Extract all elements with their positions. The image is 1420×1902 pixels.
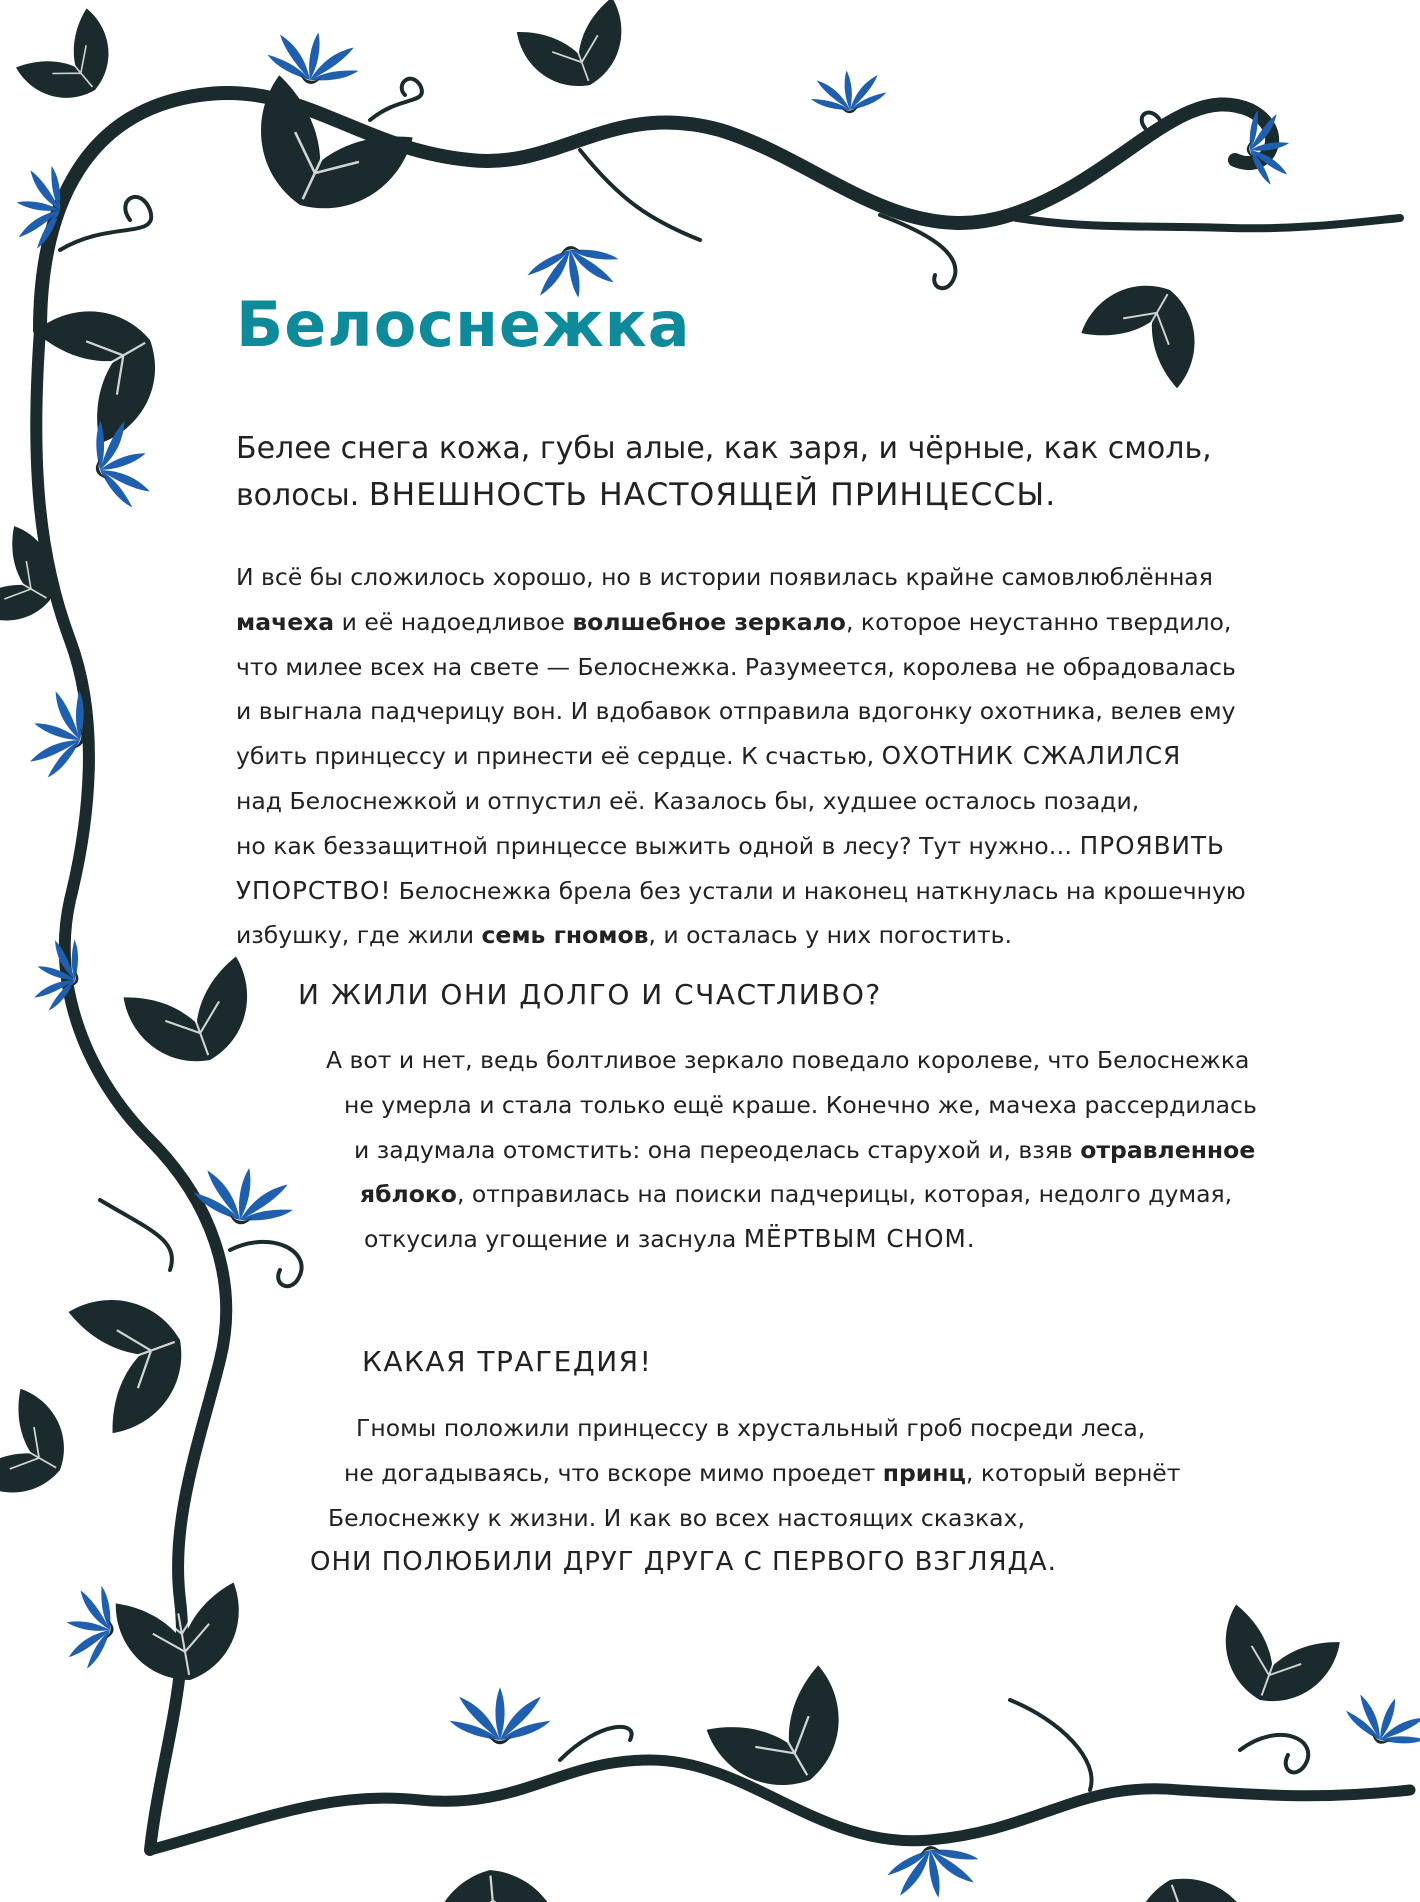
section-heading-1: И ЖИЛИ ОНИ ДОЛГО И СЧАСТЛИВО? [298,978,882,1011]
text-span: но как беззащитной принцессе выжить одной в лесу? Тут нужно… [236,831,1080,860]
lead-line: Белее снега кожа, губы алые, как заря, и чёрные, как смоль, [236,431,1212,466]
text-span: избушку, где жили [236,921,482,950]
page-title: Белоснежка [236,288,691,361]
text-span: убить принцессу и принести её сердце. К счастью, [236,742,882,771]
emphasis-dead-sleep: МЁРТВЫМ СНОМ. [743,1224,976,1254]
emphasis-hunter: ОХОТНИК СЖАЛИЛСЯ [881,741,1182,771]
text-line [236,600,1246,645]
text-line: Гномы положили принцессу в хрустальный гроб посреди леса, [356,1414,1146,1442]
text-line: И всё бы сложилось хорошо, но в истории появилась крайне самовлюблённая [236,563,1213,591]
text-line [236,913,1246,958]
keyword-apple: яблоко [360,1180,457,1209]
paragraph-3 [310,1406,1180,1585]
lead-text: волосы. [236,478,369,513]
text-line [236,734,1246,779]
text-line [344,1451,1180,1496]
paragraph-1 [236,555,1246,958]
lead-paragraph [236,425,1236,519]
text-line [236,824,1246,869]
text-span: не догадываясь, что вскоре мимо проедет [344,1458,883,1487]
text-line: Белоснежку к жизни. И как во всех настоящих сказках, [328,1503,1025,1532]
text-line: над Белоснежкой и отпустил её. Казалось бы, худшее осталось позади, [236,786,1140,815]
keyword-mirror: волшебное зеркало [572,607,846,636]
text-span: , которое неустанно твердило, [845,607,1232,636]
lead-emphasis: ВНЕШНОСТЬ НАСТОЯЩЕЙ ПРИНЦЕССЫ. [368,477,1057,513]
paragraph-2 [326,1038,1257,1262]
emphasis-persist: ПРОЯВИТЬ [1079,830,1225,860]
keyword-dwarfs: семь гномов [481,921,649,950]
text-line: и выгнала падчерицу вон. И вдобавок отправила вдогонку охотника, велев ему [236,697,1236,726]
text-line [236,869,1246,914]
text-line [360,1172,1257,1217]
text-span: откусила угощение и заснула [364,1225,744,1254]
text-span: и её надоедливое [334,607,573,636]
text-line: не умерла и стала только ещё краше. Конечно же, мачеха рассердилась [344,1090,1257,1119]
text-span: Белоснежка брела без устали и наконец наткнулась на крошечную [391,876,1246,905]
text-line [354,1128,1257,1173]
text-span: , отправилась на поиски падчерицы, которая, недолго думая, [456,1180,1233,1209]
keyword-poisoned: отравленное [1080,1135,1256,1164]
text-line [364,1217,1257,1262]
keyword-stepmother: мачеха [236,607,335,636]
text-span: и задумала отомстить: она переоделась старухой и, взяв [354,1135,1081,1164]
emphasis-persistence: УПОРСТВО! [236,875,392,905]
text-line: что милее всех на свете — Белоснежка. Разумеется, королева не обрадовалась [236,652,1236,681]
text-line: А вот и нет, ведь болтливое зеркало поведало королеве, что Белоснежка [326,1046,1250,1074]
section-heading-2: КАКАЯ ТРАГЕДИЯ! [362,1345,653,1378]
emphasis-love: ОНИ ПОЛЮБИЛИ ДРУГ ДРУГА С ПЕРВОГО ВЗГЛЯДА. [310,1547,1057,1578]
keyword-prince: принц [882,1458,966,1487]
lead-line [236,472,1236,519]
text-span: , и осталась у них погостить. [648,921,1012,950]
text-span: , который вернёт [965,1458,1181,1487]
